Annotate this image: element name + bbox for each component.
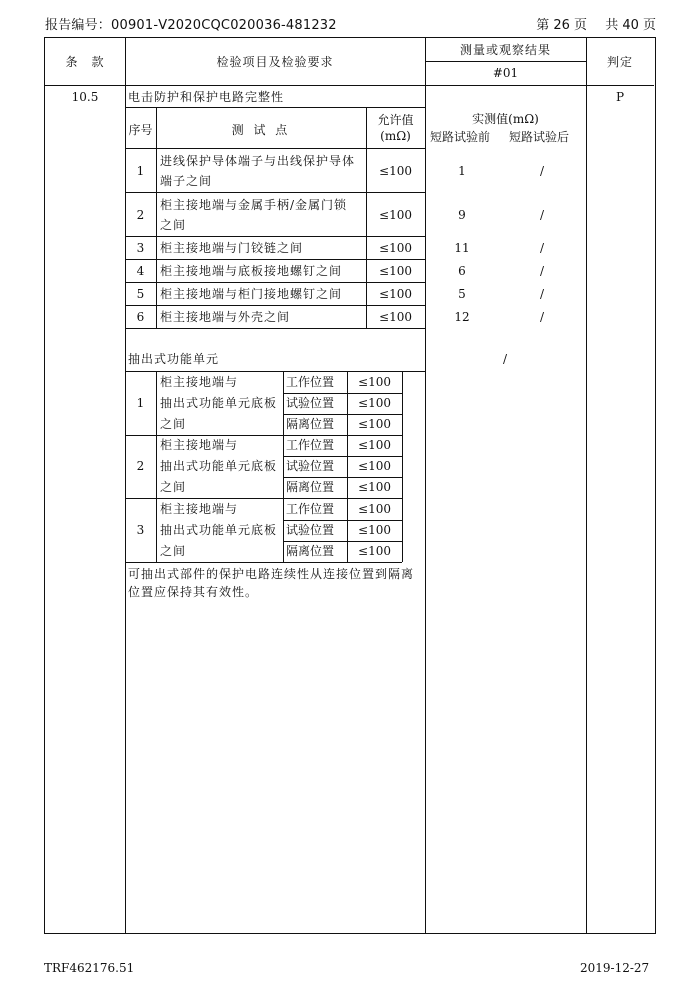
page-indicator bbox=[522, 14, 656, 33]
sub-header-allow-unit: (mΩ) bbox=[380, 129, 411, 143]
col-clause-header: 条 款 bbox=[65, 55, 105, 69]
footer-trf: TRF462176.51 bbox=[44, 961, 135, 975]
withdrawable-group-point: 抽出式功能单元底板 bbox=[160, 523, 278, 537]
table-row-point-cont: 之间 bbox=[160, 218, 187, 232]
position-label: 试验位置 bbox=[286, 523, 335, 537]
col-item-header: 检验项目及检验要求 bbox=[216, 55, 334, 69]
after-header: 短路试验后 bbox=[509, 130, 570, 144]
withdrawable-group-point: 柜主接地端与 bbox=[160, 375, 239, 389]
table-row-point: 柜主接地端与外壳之间 bbox=[160, 310, 291, 324]
table-row-no: 2 bbox=[136, 208, 145, 222]
table-row-after: / bbox=[539, 310, 545, 324]
withdrawable-group-point: 之间 bbox=[160, 544, 187, 558]
sub-header-allow: 允许值 bbox=[377, 113, 414, 127]
note-text: 可抽出式部件的保护电路连续性从连接位置到隔离 bbox=[128, 567, 415, 581]
table-row-no: 3 bbox=[136, 241, 145, 255]
position-label: 隔离位置 bbox=[286, 544, 335, 558]
w-pos-divider bbox=[283, 371, 284, 562]
table-row-no: 1 bbox=[136, 164, 145, 178]
table-row-allow: ≤100 bbox=[379, 264, 412, 278]
sub-row-line bbox=[125, 148, 425, 149]
table-row-allow: ≤100 bbox=[379, 208, 412, 222]
table-row-before: 6 bbox=[458, 264, 466, 278]
table-row-after: / bbox=[539, 287, 545, 301]
table-row-point: 柜主接地端与底板接地螺钉之间 bbox=[160, 264, 343, 278]
w-group-line bbox=[125, 435, 402, 436]
withdrawable-group-point: 之间 bbox=[160, 480, 187, 494]
table-row-before: 5 bbox=[458, 287, 466, 301]
table-row-after: / bbox=[539, 208, 545, 222]
sub-row-line bbox=[125, 305, 425, 306]
table-row-before: 1 bbox=[458, 164, 466, 178]
w-pos-line bbox=[283, 520, 402, 521]
position-allow: ≤100 bbox=[358, 544, 391, 558]
col-verdict-header: 判定 bbox=[606, 55, 633, 69]
table-row-point-cont: 端子之间 bbox=[160, 174, 213, 188]
table-row-no: 6 bbox=[136, 310, 145, 324]
position-allow: ≤100 bbox=[358, 459, 391, 473]
section-title: 电击防护和保护电路完整性 bbox=[128, 90, 285, 104]
section-title-line bbox=[125, 107, 425, 108]
position-label: 试验位置 bbox=[286, 396, 335, 410]
measured-header: 实测值(mΩ) bbox=[472, 112, 539, 126]
sample-id: #01 bbox=[492, 66, 519, 80]
withdrawable-group-point: 柜主接地端与 bbox=[160, 502, 239, 516]
w-pos-line bbox=[283, 541, 402, 542]
table-row-before: 11 bbox=[454, 241, 470, 255]
withdrawable-group-no: 2 bbox=[136, 459, 145, 473]
w-pos-line bbox=[283, 393, 402, 394]
table-row-point: 进线保护导体端子与出线保护导体 bbox=[160, 154, 356, 168]
page-number: 第 26 页 bbox=[536, 18, 588, 33]
divider-verdict bbox=[586, 38, 587, 933]
withdrawable-group-point: 柜主接地端与 bbox=[160, 438, 239, 452]
table-row-after: / bbox=[539, 264, 545, 278]
position-allow: ≤100 bbox=[358, 375, 391, 389]
withdrawable-group-point: 抽出式功能单元底板 bbox=[160, 396, 278, 410]
col-result-header: 测量或观察结果 bbox=[459, 43, 551, 57]
position-label: 工作位置 bbox=[286, 375, 335, 389]
sub-header-no: 序号 bbox=[128, 123, 153, 137]
withdrawable-title: 抽出式功能单元 bbox=[128, 352, 220, 366]
table-row-after: / bbox=[539, 164, 545, 178]
sub-row-line bbox=[125, 259, 425, 260]
position-label: 隔离位置 bbox=[286, 480, 335, 494]
w-no-divider bbox=[156, 371, 157, 562]
table-row-no: 5 bbox=[136, 287, 145, 301]
position-allow: ≤100 bbox=[358, 438, 391, 452]
table-row-before: 9 bbox=[458, 208, 466, 222]
table-row-point: 柜主接地端与门铰链之间 bbox=[160, 241, 304, 255]
sub-row-line bbox=[125, 282, 425, 283]
table-row-allow: ≤100 bbox=[379, 241, 412, 255]
position-label: 隔离位置 bbox=[286, 417, 335, 431]
w-group-line bbox=[125, 498, 402, 499]
clause-number: 10.5 bbox=[71, 90, 99, 104]
table-row-before: 12 bbox=[454, 310, 470, 324]
w-top bbox=[125, 371, 425, 372]
table-row-no: 4 bbox=[136, 264, 145, 278]
sub-header-point: 测 试 点 bbox=[231, 123, 291, 137]
sub-row-line bbox=[125, 328, 425, 329]
table-row-allow: ≤100 bbox=[379, 164, 412, 178]
footer-date: 2019-12-27 bbox=[580, 961, 650, 975]
position-allow: ≤100 bbox=[358, 502, 391, 516]
header-bottom bbox=[45, 85, 654, 86]
table-row-allow: ≤100 bbox=[379, 310, 412, 324]
position-label: 工作位置 bbox=[286, 502, 335, 516]
table-row-point: 柜主接地端与柜门接地螺钉之间 bbox=[160, 287, 343, 301]
w-group-line bbox=[125, 562, 402, 563]
before-header: 短路试验前 bbox=[430, 130, 491, 144]
divider-result bbox=[425, 38, 426, 933]
note-text-cont: 位置应保持其有效性。 bbox=[128, 585, 259, 599]
sub-row-line bbox=[125, 236, 425, 237]
table-row-after: / bbox=[539, 241, 545, 255]
sub-no-divider bbox=[156, 107, 157, 328]
withdrawable-group-point: 之间 bbox=[160, 417, 187, 431]
position-allow: ≤100 bbox=[358, 417, 391, 431]
report-number: 报告编号：00901-V2020CQC020036-481232 bbox=[45, 18, 337, 33]
w-pos-line bbox=[283, 414, 402, 415]
position-allow: ≤100 bbox=[358, 523, 391, 537]
position-label: 试验位置 bbox=[286, 459, 335, 473]
withdrawable-group-no: 1 bbox=[136, 396, 145, 410]
position-label: 工作位置 bbox=[286, 438, 335, 452]
withdrawable-result: / bbox=[502, 352, 508, 366]
verdict-value: P bbox=[615, 90, 625, 104]
w-right bbox=[402, 371, 403, 562]
withdrawable-group-no: 3 bbox=[136, 523, 145, 537]
header-split bbox=[425, 61, 586, 62]
withdrawable-group-point: 抽出式功能单元底板 bbox=[160, 459, 278, 473]
w-pos-line bbox=[283, 456, 402, 457]
sub-row-line bbox=[125, 192, 425, 193]
page-total: 共 40 页 bbox=[605, 18, 656, 33]
position-allow: ≤100 bbox=[358, 480, 391, 494]
position-allow: ≤100 bbox=[358, 396, 391, 410]
table-row-allow: ≤100 bbox=[379, 287, 412, 301]
w-pos-line bbox=[283, 477, 402, 478]
table-row-point: 柜主接地端与金属手柄/金属门锁 bbox=[160, 198, 348, 212]
